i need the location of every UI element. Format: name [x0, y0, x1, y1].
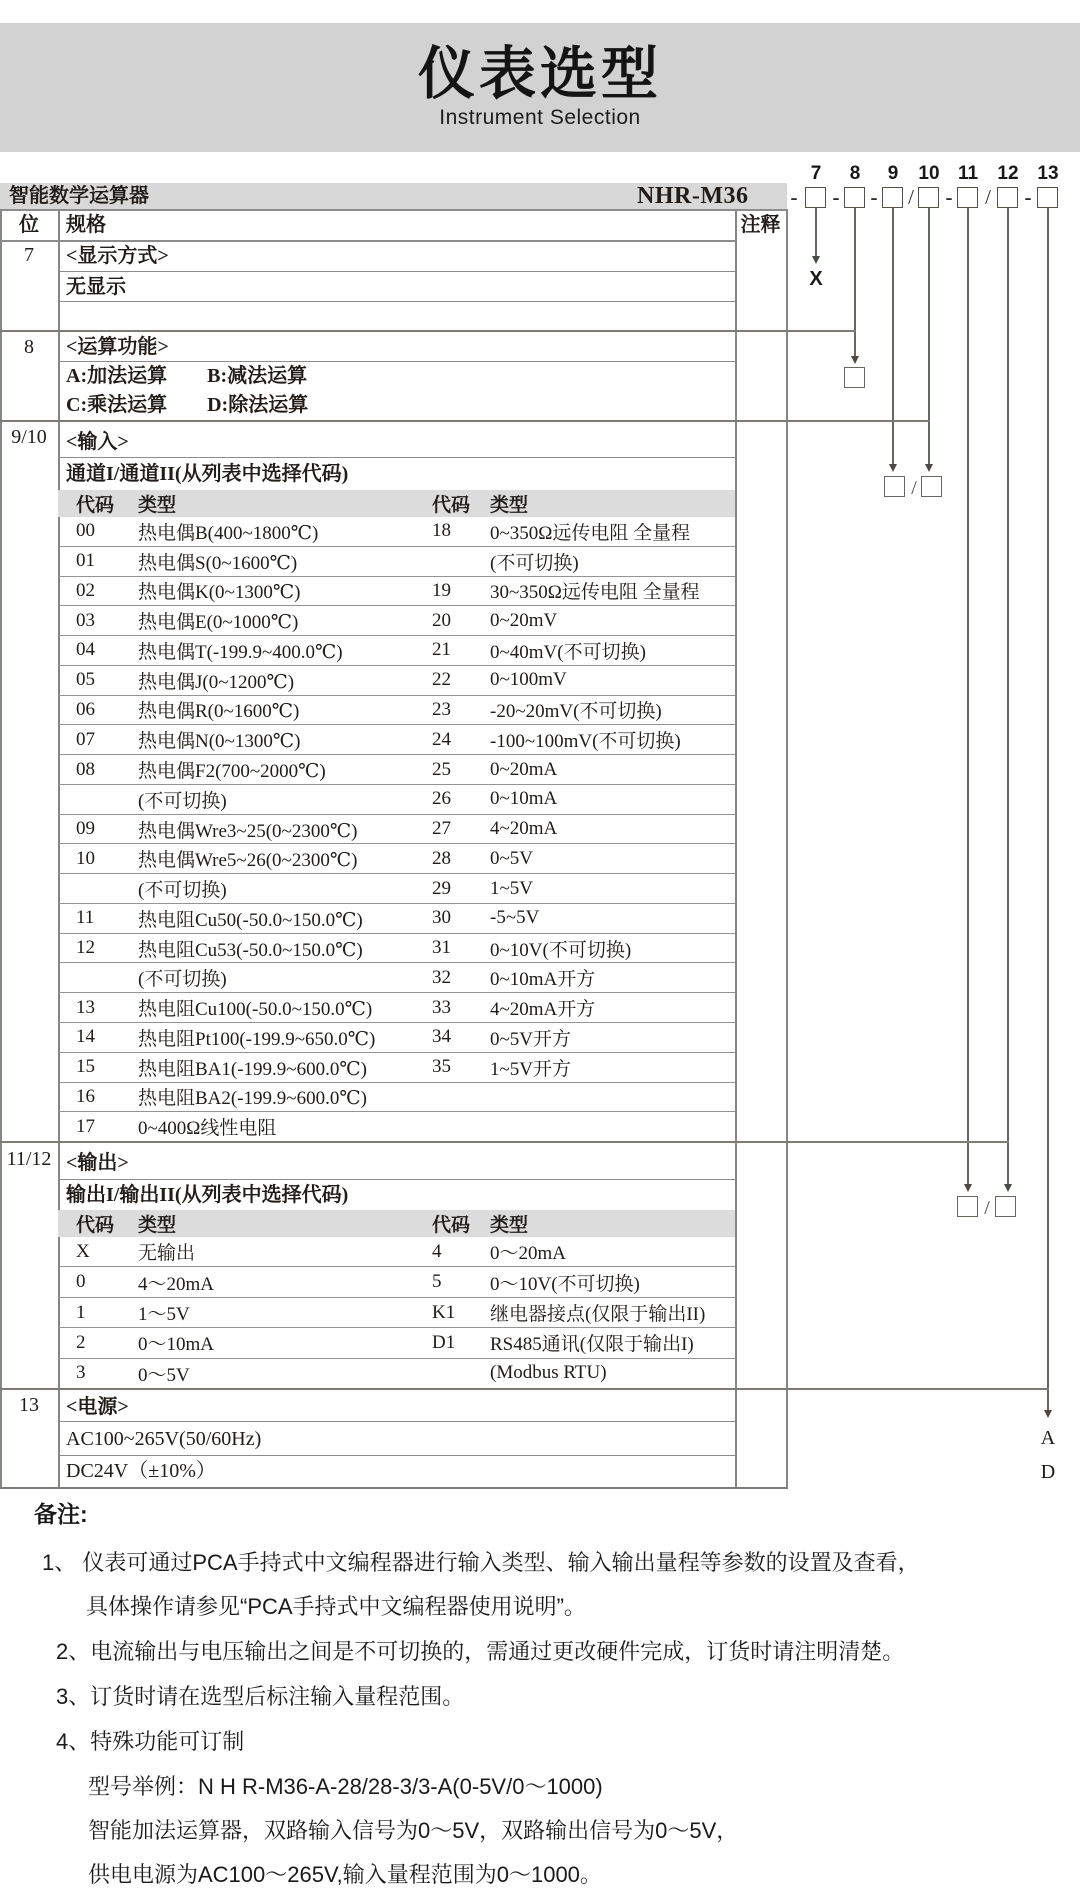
page-title: 仪表选型 [418, 41, 662, 106]
input-table-row [58, 696, 735, 726]
output-table-row [58, 1328, 735, 1358]
type-cell: 4～20mA [138, 1273, 215, 1295]
type-header-cell: 类型 [490, 1215, 529, 1236]
callout-slash: / [984, 1197, 990, 1219]
code-cell: 16 [76, 1085, 95, 1107]
input-code-table [58, 517, 735, 1141]
type-cell: RS485通讯(仅限于输出I) [490, 1334, 694, 1356]
output-table-row [58, 1298, 735, 1328]
model-code: NHR-M36 [637, 183, 749, 209]
arrow-down-icon [1044, 1410, 1052, 1418]
drop-line-9 [892, 208, 894, 466]
pos-label-7: 7 [24, 244, 34, 266]
sec910-subtitle: 通道I/通道II(从列表中选择代码) [66, 463, 349, 485]
code-cell: K1 [432, 1301, 456, 1323]
sec7-title: <显示方式> [58, 240, 735, 272]
input-table-row [58, 785, 735, 815]
callout-slash: / [911, 477, 917, 499]
type-cell: 1～5V [138, 1304, 190, 1326]
code-cell: 19 [432, 579, 451, 601]
input-table-row [58, 1112, 735, 1141]
position-number: 12 [997, 163, 1019, 184]
table-border-top [0, 209, 787, 211]
output-table-row [58, 1237, 735, 1267]
type-cell: 0~10mA [490, 788, 558, 810]
input-table-row [58, 934, 735, 964]
input-table-row [58, 993, 735, 1023]
note-line: 型号举例：N H R-M36-A-28/28-3/3-A(0-5V/0～1000) [88, 1774, 603, 1799]
sec13-row-ac: AC100~265V(50/60Hz) [58, 1422, 735, 1456]
type-cell: 0~400Ω线性电阻 [138, 1118, 277, 1140]
code-header-cell: 代码 [432, 495, 471, 516]
type-cell: -5~5V [490, 907, 540, 929]
type-cell: 0~20mA [490, 758, 558, 780]
code-cell: 0 [76, 1271, 86, 1293]
code-cell: 21 [432, 639, 451, 661]
code-separator: - [832, 185, 840, 209]
code-box-11 [957, 187, 978, 208]
code-cell: 31 [432, 937, 451, 959]
type-cell: 0~40mV(不可切换) [490, 641, 646, 663]
code-header-cell: 代码 [76, 495, 115, 516]
arrow-down-icon [851, 356, 859, 364]
code-cell: 33 [432, 996, 451, 1018]
code-cell: 10 [76, 847, 95, 869]
type-cell: (不可切换) [138, 969, 227, 991]
code-cell: 06 [76, 698, 95, 720]
type-header-cell: 类型 [490, 495, 529, 516]
sec13-title: <电源> [58, 1390, 735, 1422]
code-cell: 18 [432, 520, 451, 542]
type-cell: 0~20mV [490, 609, 558, 631]
drop-line-13 [1047, 208, 1049, 1412]
callout-box-output2 [995, 1196, 1016, 1217]
type-cell: 热电偶S(0~1600℃) [138, 552, 298, 574]
sec8-title: <运算功能> [58, 332, 735, 362]
callout-box-function [844, 367, 865, 388]
arrow-down-icon [812, 256, 820, 264]
drop-line-10 [928, 208, 930, 466]
callout-power-ac: A [1040, 1427, 1056, 1449]
type-cell: 热电偶N(0~1300℃) [138, 731, 301, 753]
type-cell: 热电偶K(0~1300℃) [138, 582, 301, 604]
code-cell: 4 [432, 1240, 442, 1262]
input-table-row [58, 874, 735, 904]
drop-line-7 [815, 208, 817, 258]
type-cell: 0~5V开方 [490, 1028, 572, 1050]
code-cell: 02 [76, 579, 95, 601]
type-cell: (Modbus RTU) [490, 1362, 607, 1384]
type-cell: 热电偶F2(700~2000℃) [138, 761, 326, 782]
type-cell: (不可切换) [138, 790, 227, 812]
code-header-cell: 代码 [76, 1215, 115, 1236]
note-line: 4、特殊功能可订制 [56, 1729, 245, 1754]
type-cell: 热电阻Pt100(-199.9~650.0℃) [138, 1028, 376, 1050]
note-line: 智能加法运算器，双路输入信号为0～5V，双路输出信号为0～5V， [88, 1818, 739, 1843]
pos-label-1112: 11/12 [6, 1148, 52, 1170]
sec910-title: <输入> [58, 422, 735, 458]
type-cell: 热电偶E(0~1000℃) [138, 612, 299, 634]
type-cell: 0~350Ω远传电阻 全量程 [490, 522, 691, 544]
type-cell: 热电偶Wre3~25(0~2300℃) [138, 820, 358, 842]
type-cell: 热电偶T(-199.9~400.0℃) [138, 641, 343, 663]
code-cell: 01 [76, 550, 95, 572]
type-cell: 0～10V(不可切换) [490, 1273, 640, 1295]
type-cell: 1~5V [490, 877, 534, 899]
note-line: 3、订货时请在选型后标注输入量程范围。 [56, 1684, 465, 1709]
code-cell: 20 [432, 609, 451, 631]
code-box-7 [805, 187, 826, 208]
code-cell: 04 [76, 639, 95, 661]
sec1112-subtitle: 输出I/输出II(从列表中选择代码) [66, 1184, 349, 1206]
input-table-row [58, 904, 735, 934]
code-cell: 15 [76, 1056, 95, 1078]
output-code-table [58, 1237, 735, 1388]
sec8-row-ab: A:加法运算 B:减法运算 [66, 365, 308, 387]
type-cell: 0~100mV [490, 669, 567, 691]
col-header-note: 注释 [740, 214, 781, 236]
position-number: 11 [957, 163, 979, 184]
type-header-cell: 类型 [138, 495, 177, 516]
code-cell: 34 [432, 1026, 451, 1048]
input-table-row [58, 725, 735, 755]
code-cell: 25 [432, 758, 451, 780]
code-cell: 3 [76, 1362, 86, 1384]
code-cell: 29 [432, 877, 451, 899]
code-cell: 22 [432, 669, 451, 691]
code-cell: 09 [76, 818, 95, 840]
title-banner [0, 23, 1080, 152]
position-number: 9 [887, 163, 899, 184]
code-separator: - [870, 185, 878, 209]
code-cell: D1 [432, 1331, 456, 1353]
type-cell: 热电阻Cu50(-50.0~150.0℃) [138, 909, 363, 931]
code-cell: 07 [76, 728, 95, 750]
code-box-8 [844, 187, 865, 208]
note-line: 供电电源为AC100～265V,输入量程范围为0～1000。 [88, 1862, 602, 1887]
input-table-row [58, 963, 735, 993]
code-cell: 13 [76, 996, 95, 1018]
callout-box-input2 [921, 476, 942, 497]
sec8-row-cd: C:乘法运算 D:除法运算 [66, 394, 309, 416]
type-cell: 热电阻Cu100(-50.0~150.0℃) [138, 999, 373, 1021]
code-separator: / [985, 185, 991, 209]
type-cell: 热电偶Wre5~26(0~2300℃) [138, 850, 358, 872]
type-cell: 0~5V [490, 847, 534, 869]
code-cell: 17 [76, 1115, 95, 1137]
drop-line-11 [967, 208, 969, 1186]
callout-display-x: X [809, 268, 823, 290]
sec1112-code-header [58, 1210, 735, 1237]
pos-label-13: 13 [19, 1394, 39, 1416]
code-cell: 35 [432, 1056, 451, 1078]
code-cell: 05 [76, 669, 95, 691]
callout-box-input1 [884, 476, 905, 497]
output-table-row [58, 1359, 735, 1388]
table-border-bottom [0, 1487, 787, 1489]
code-separator: / [908, 185, 914, 209]
type-cell: 4~20mA [490, 818, 558, 840]
code-header-cell: 代码 [432, 1215, 471, 1236]
input-table-row [58, 815, 735, 845]
code-separator: - [790, 185, 798, 209]
table-border-note [735, 209, 737, 1489]
drop-line-12 [1007, 208, 1009, 1186]
code-cell: 00 [76, 520, 95, 542]
input-table-row [58, 755, 735, 785]
callout-box-output1 [957, 1196, 978, 1217]
input-table-row [58, 606, 735, 636]
code-separator: - [945, 185, 953, 209]
type-cell: 0～10mA [138, 1334, 215, 1356]
input-table-row [58, 1023, 735, 1053]
code-box-9 [882, 187, 903, 208]
type-cell: 热电阻BA2(-199.9~600.0℃) [138, 1088, 367, 1110]
type-cell: 0~10mA开方 [490, 969, 596, 991]
type-cell: (不可切换) [490, 552, 579, 574]
position-number: 10 [918, 163, 940, 184]
type-cell: 热电偶B(400~1800℃) [138, 522, 319, 544]
type-cell: 无输出 [138, 1243, 196, 1265]
sec1112-title: <输出> [58, 1143, 735, 1180]
arrow-down-icon [964, 1184, 972, 1192]
code-cell: 32 [432, 966, 451, 988]
pos-label-910: 9/10 [11, 426, 47, 448]
input-table-row [58, 1053, 735, 1083]
type-cell: 0~10V(不可切换) [490, 939, 632, 961]
table-border-left [0, 209, 2, 1489]
type-cell: 1~5V开方 [490, 1058, 572, 1080]
code-box-12 [997, 187, 1018, 208]
code-separator: - [1024, 185, 1032, 209]
note-line: 1、 仪表可通过PCA手持式中文编程器进行输入类型、输入输出量程等参数的设置及查看， [42, 1550, 920, 1575]
sec7-row-no-display: 无显示 [58, 272, 735, 302]
type-cell: 热电偶R(0~1600℃) [138, 701, 300, 723]
position-number: 7 [810, 163, 822, 184]
code-cell: 30 [432, 907, 451, 929]
input-table-row [58, 577, 735, 607]
type-cell: 0～20mA [490, 1243, 567, 1265]
code-cell: 27 [432, 818, 451, 840]
code-cell: X [76, 1240, 90, 1262]
notes-heading: 备注: [34, 1501, 88, 1527]
type-cell: 热电阻Cu53(-50.0~150.0℃) [138, 939, 363, 961]
type-header-cell: 类型 [138, 1215, 177, 1236]
arrow-down-icon [925, 464, 933, 472]
code-cell: 03 [76, 609, 95, 631]
table-border-right [786, 209, 788, 1489]
type-cell: 继电器接点(仅限于输出II) [490, 1304, 706, 1326]
type-cell: 4~20mA开方 [490, 999, 596, 1021]
sec910-code-header [58, 490, 735, 517]
code-cell: 24 [432, 728, 451, 750]
position-number: 13 [1037, 163, 1059, 184]
page-subtitle: Instrument Selection [439, 106, 641, 130]
code-cell: 5 [432, 1271, 442, 1293]
input-table-row [58, 844, 735, 874]
input-table-row [58, 1083, 735, 1113]
position-number: 8 [849, 163, 861, 184]
code-cell: 12 [76, 937, 95, 959]
type-cell: -100~100mV(不可切换) [490, 731, 681, 753]
input-table-row [58, 636, 735, 666]
note-line: 2、电流输出与电压输出之间是不可切换的，需通过更改硬件完成，订货时请注明清楚。 [56, 1639, 905, 1664]
code-cell: 28 [432, 847, 451, 869]
code-cell: 14 [76, 1026, 95, 1048]
code-cell: 2 [76, 1331, 86, 1353]
product-name: 智能数学运算器 [9, 185, 149, 207]
type-cell: -20~20mV(不可切换) [490, 701, 662, 723]
code-box-10 [918, 187, 939, 208]
code-cell: 23 [432, 698, 451, 720]
input-table-row [58, 666, 735, 696]
type-cell: 热电阻BA1(-199.9~600.0℃) [138, 1058, 367, 1080]
type-cell: 热电偶J(0~1200℃) [138, 671, 295, 693]
input-table-row [58, 517, 735, 547]
sec13-row-dc: DC24V（±10%） [66, 1460, 216, 1482]
arrow-down-icon [889, 464, 897, 472]
code-box-13 [1037, 187, 1058, 208]
drop-line-8 [854, 208, 856, 358]
code-cell: 11 [76, 907, 95, 929]
type-cell: (不可切换) [138, 880, 227, 902]
col-header-pos: 位 [19, 214, 39, 236]
pos-label-8: 8 [24, 336, 34, 358]
type-cell: 30~350Ω远传电阻 全量程 [490, 582, 700, 604]
code-cell: 1 [76, 1301, 86, 1323]
callout-power-dc: D [1040, 1461, 1056, 1483]
code-cell: 26 [432, 788, 451, 810]
code-cell: 08 [76, 758, 95, 780]
arrow-down-icon [1004, 1184, 1012, 1192]
col-header-spec: 规格 [66, 214, 106, 236]
note-line: 具体操作请参见“PCA手持式中文编程器使用说明”。 [86, 1594, 586, 1619]
type-cell: 0～5V [138, 1364, 190, 1386]
input-table-row [58, 547, 735, 577]
output-table-row [58, 1267, 735, 1297]
